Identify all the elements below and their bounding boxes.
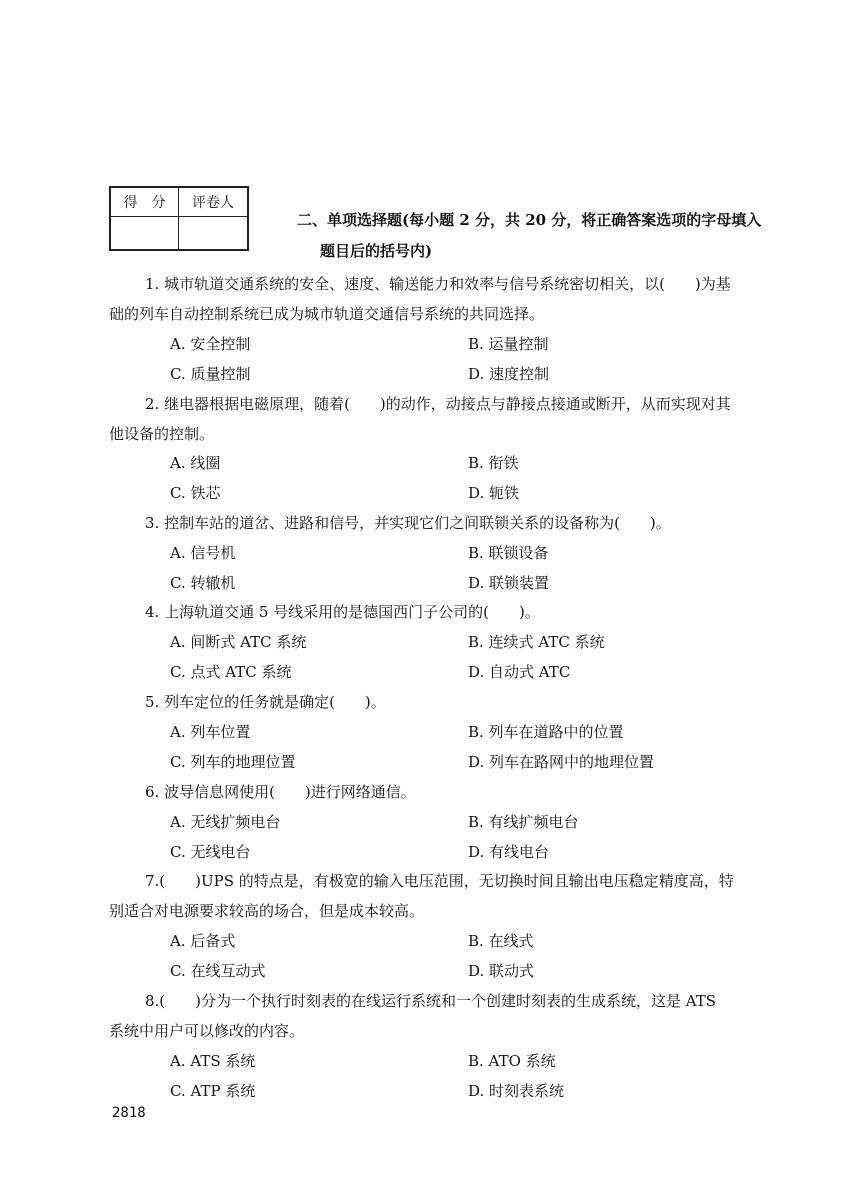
question-3-stem: 3. 控制车站的道岔、进路和信号，并实现它们之间联锁关系的设备称为( )。 bbox=[145, 514, 671, 532]
question-8-option-b: B. ATO 系统 bbox=[468, 1052, 556, 1070]
question-7-option-c: C. 在线互动式 bbox=[170, 962, 266, 980]
question-8-option-a: A. ATS 系统 bbox=[170, 1052, 256, 1070]
question-6-option-c: C. 无线电台 bbox=[170, 843, 251, 861]
question-3-option-a: A. 信号机 bbox=[170, 544, 236, 562]
question-5-stem: 5. 列车定位的任务就是确定( )。 bbox=[145, 693, 386, 711]
question-2-option-d: D. 轭铁 bbox=[468, 484, 520, 502]
question-1-stem: 1. 城市轨道交通系统的安全、速度、输送能力和效率与信号系统密切相关，以( )为基 bbox=[145, 275, 731, 293]
question-1-option-d: D. 速度控制 bbox=[468, 365, 550, 383]
question-1-option-b: B. 运量控制 bbox=[468, 335, 549, 353]
question-7-stem-continued: 别适合对电源要求较高的场合，但是成本较高。 bbox=[109, 902, 425, 920]
question-1-option-c: C. 质量控制 bbox=[170, 365, 251, 383]
score-cell bbox=[110, 217, 179, 251]
question-6-option-b: B. 有线扩频电台 bbox=[468, 813, 579, 831]
section-title-continued: 题目后的括号内) bbox=[320, 242, 433, 260]
question-4-option-b: B. 连续式 ATC 系统 bbox=[468, 633, 605, 651]
question-1-stem-continued: 础的列车自动控制系统已成为城市轨道交通信号系统的共同选择。 bbox=[109, 305, 545, 323]
question-8-option-c: C. ATP 系统 bbox=[170, 1082, 256, 1100]
question-8-option-d: D. 时刻表系统 bbox=[468, 1082, 565, 1100]
question-5-option-b: B. 列车在道路中的位置 bbox=[468, 723, 624, 741]
question-2-stem-continued: 他设备的控制。 bbox=[109, 425, 215, 443]
question-3-option-c: C. 转辙机 bbox=[170, 574, 236, 592]
question-4-option-d: D. 自动式 ATC bbox=[468, 663, 571, 681]
score-label: 得 分 bbox=[110, 187, 179, 217]
question-5-option-c: C. 列车的地理位置 bbox=[170, 753, 296, 771]
question-2-option-b: B. 衔铁 bbox=[468, 454, 519, 472]
question-2-option-a: A. 线圈 bbox=[170, 454, 221, 472]
question-5-option-a: A. 列车位置 bbox=[170, 723, 251, 741]
section-title: 二、单项选择题(每小题 2 分，共 20 分，将正确答案选项的字母填入 bbox=[297, 211, 762, 229]
question-4-option-c: C. 点式 ATC 系统 bbox=[170, 663, 292, 681]
question-6-option-a: A. 无线扩频电台 bbox=[170, 813, 281, 831]
question-7-option-a: A. 后备式 bbox=[170, 932, 236, 950]
question-5-option-d: D. 列车在路网中的地理位置 bbox=[468, 753, 655, 771]
question-7-option-b: B. 在线式 bbox=[468, 932, 534, 950]
score-box bbox=[109, 186, 249, 251]
question-4-option-a: A. 间断式 ATC 系统 bbox=[170, 633, 307, 651]
question-3-option-d: D. 联锁装置 bbox=[468, 574, 550, 592]
question-3-option-b: B. 联锁设备 bbox=[468, 544, 549, 562]
question-6-option-d: D. 有线电台 bbox=[468, 843, 550, 861]
reviewer-label: 评卷人 bbox=[179, 187, 249, 217]
question-7-stem: 7.( )UPS 的特点是，有极宽的输入电压范围，无切换时间且输出电压稳定精度高，特 bbox=[145, 872, 734, 890]
question-7-option-d: D. 联动式 bbox=[468, 962, 535, 980]
question-8-stem-continued: 系统中用户可以修改的内容。 bbox=[109, 1022, 305, 1040]
question-2-stem: 2. 继电器根据电磁原理，随着( )的动作，动接点与静接点接通或断开，从而实现对其 bbox=[145, 395, 731, 413]
paper-code: 2818 bbox=[112, 1105, 146, 1121]
reviewer-cell bbox=[179, 217, 249, 251]
question-2-option-c: C. 铁芯 bbox=[170, 484, 221, 502]
question-8-stem: 8.( )分为一个执行时刻表的在线运行系统和一个创建时刻表的生成系统，这是 ATS bbox=[145, 992, 717, 1010]
question-6-stem: 6. 波导信息网使用( )进行网络通信。 bbox=[145, 783, 416, 801]
question-4-stem: 4. 上海轨道交通 5 号线采用的是德国西门子公司的( )。 bbox=[145, 603, 540, 621]
question-1-option-a: A. 安全控制 bbox=[170, 335, 251, 353]
